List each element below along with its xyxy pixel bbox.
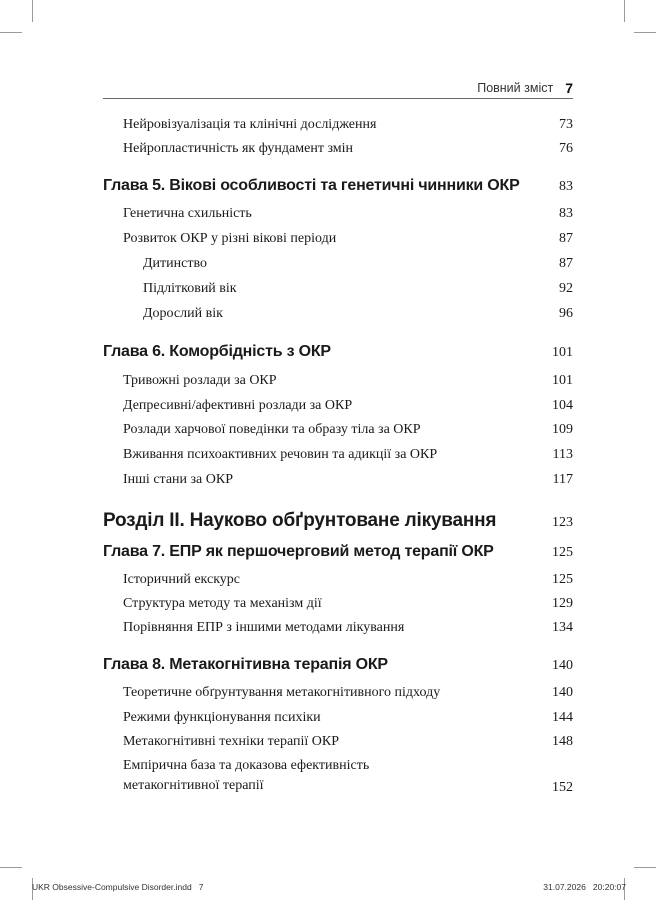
- toc-entry: [103, 231, 573, 247]
- toc-entry: [103, 596, 573, 612]
- toc-part-page: 123: [552, 515, 573, 530]
- toc-entry: [103, 141, 573, 157]
- toc-entry-page: 134: [552, 620, 573, 635]
- toc-entry-page: 144: [552, 710, 573, 725]
- toc-chapter-title: Глава 8. Метакогнітивна терапія ОКР: [103, 656, 388, 673]
- toc-entry-title: Тривожні розлади за ОКР: [123, 373, 277, 388]
- toc-subentry-title: Дитинство: [143, 256, 207, 271]
- toc-chapter-title: Глава 6. Коморбідність з ОКР: [103, 343, 331, 360]
- toc-chapter: [103, 177, 573, 195]
- toc-entry-page: 148: [552, 734, 573, 749]
- toc-chapter-page: 140: [552, 658, 573, 673]
- toc-entry-page: 87: [559, 231, 573, 246]
- toc-subentry: [103, 306, 573, 322]
- toc-entry-page: 113: [552, 447, 573, 462]
- toc-entry: [103, 685, 573, 701]
- toc-subentry: [103, 281, 573, 297]
- toc-entry-title: Нейропластичність як фундамент змін: [123, 141, 354, 156]
- toc-entry-page: 101: [552, 373, 573, 388]
- toc-entry: [103, 447, 573, 463]
- toc-entry: [103, 117, 573, 133]
- toc-entry-page: 129: [552, 596, 573, 611]
- toc-part: [103, 510, 573, 532]
- toc-entry-title: Нейровізуалізація та клінічні дослідження: [123, 117, 377, 132]
- toc-entry-page: 73: [559, 117, 573, 132]
- toc-entry-title: Генетична схильність: [123, 206, 252, 221]
- toc-chapter-title: Глава 5. Вікові особливості та генетичні чинники ОКР: [103, 177, 520, 194]
- toc-entry-title: Вживання психоактивних речовин та адикції за ОКР: [123, 447, 438, 462]
- toc-entry-title: [103, 756, 533, 796]
- toc-subentry-title: Дорослий вік: [143, 306, 223, 321]
- toc-entry-title: Розлади харчової поведінки та образу тіла за ОКР: [123, 422, 421, 437]
- toc-subentry-title: Підлітковий вік: [143, 281, 237, 296]
- toc-entry: [103, 373, 573, 389]
- toc-chapter: [103, 343, 573, 361]
- toc-chapter: [103, 656, 573, 674]
- toc-entry-title: Теоретичне обґрунтування метакогнітивного підходу: [123, 685, 441, 700]
- toc-entry-title: Структура методу та механізм дії: [123, 596, 322, 611]
- crop-mark-right-top: [634, 32, 656, 33]
- toc-entry-title-line: метакогнітивної терапії: [123, 778, 264, 793]
- toc-entry-title: Метакогнітивні техніки терапії ОКР: [123, 734, 339, 749]
- toc-entry-title: Розвиток ОКР у різні вікові періоди: [123, 231, 337, 246]
- toc-entry: [103, 206, 573, 222]
- toc-entry-title: Історичний екскурс: [123, 572, 241, 587]
- toc-chapter: [103, 543, 573, 561]
- toc-entry: [103, 572, 573, 588]
- running-header-page-number: 7: [565, 80, 573, 96]
- crop-mark-left-bottom: [0, 867, 22, 868]
- toc-entry: [103, 472, 573, 488]
- toc-entry-title: Порівняння ЕПР з іншими методами лікування: [123, 620, 405, 635]
- toc-subentry-page: 96: [559, 306, 573, 321]
- toc-subentry-page: 92: [559, 281, 573, 296]
- toc-part-title: Розділ II. Науково обґрунтоване лікування: [103, 510, 497, 531]
- toc-entry: [103, 710, 573, 726]
- toc-entry-page: 83: [559, 206, 573, 221]
- toc-entry-title: Режими функціонування психіки: [123, 710, 321, 725]
- toc-entry: [103, 398, 573, 414]
- toc-chapter-page: 101: [552, 345, 573, 360]
- toc-chapter-title: Глава 7. ЕПР як першочерговий метод терапії ОКР: [103, 543, 494, 560]
- toc-chapter-page: 125: [552, 545, 573, 560]
- crop-mark-left-top: [0, 32, 22, 33]
- print-slug: [32, 882, 626, 892]
- toc-entry-page: 140: [552, 685, 573, 700]
- toc-entry-page: 117: [552, 472, 573, 487]
- toc-entry: [103, 422, 573, 438]
- toc-entry-title: Інші стани за ОКР: [123, 472, 234, 487]
- running-header: [103, 78, 573, 99]
- toc-entry-title: Депресивні/афективні розлади за ОКР: [123, 398, 353, 413]
- toc-subentry: [103, 256, 573, 272]
- toc-entry-page: 152: [552, 780, 573, 795]
- toc-entry-page: 76: [559, 141, 573, 156]
- toc-entry-page: 109: [552, 422, 573, 437]
- toc-entry: [103, 734, 573, 750]
- print-slug-filename: UKR Obsessive-Compulsive Disorder.indd 7: [32, 882, 204, 892]
- toc-subentry-page: 87: [559, 256, 573, 271]
- crop-mark-right-bottom: [634, 867, 656, 868]
- running-header-title: Повний зміст: [477, 81, 554, 95]
- toc-entry-page: 104: [552, 398, 573, 413]
- print-slug-timestamp: 31.07.2026 20:20:07: [543, 882, 626, 892]
- toc-entry: [103, 756, 573, 796]
- toc-entry-title-line: Емпірична база та доказова ефективність: [123, 758, 370, 773]
- crop-mark-top-left: [32, 0, 33, 22]
- toc-chapter-page: 83: [559, 179, 573, 194]
- toc-entry: [103, 620, 573, 636]
- toc-entry-page: 125: [552, 572, 573, 587]
- crop-mark-top-right: [624, 0, 625, 22]
